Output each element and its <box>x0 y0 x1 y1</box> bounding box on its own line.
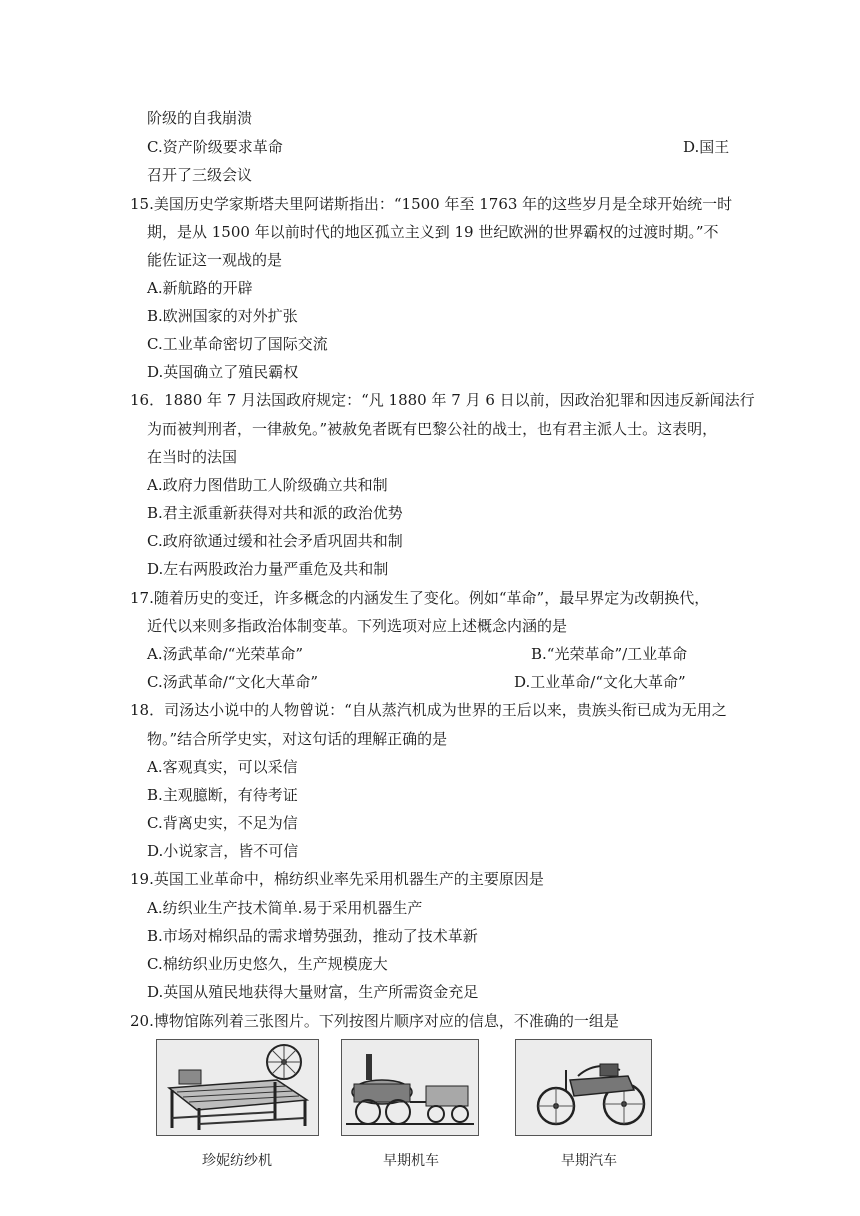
q16-option-a: A.政府力图借助工人阶级确立共和制 <box>147 476 388 494</box>
q18-stem-line-1: 18．司汤达小说中的人物曾说：“自从蒸汽机成为世界的王后以来，贵族头衔已成为无用之 <box>130 701 727 719</box>
early-locomotive-image <box>341 1039 479 1136</box>
q18-option-d: D.小说家言，皆不可信 <box>147 842 299 860</box>
q16-option-d: D.左右两股政治力量严重危及共和制 <box>147 560 389 578</box>
q19-option-b: B.市场对棉织品的需求增势强劲，推动了技术革新 <box>147 927 478 945</box>
caption-spinning-jenny: 珍妮纺纱机 <box>202 1153 272 1169</box>
q17-option-d: D.工业革命/“文化大革命” <box>514 673 686 691</box>
q15-option-d: D.英国确立了殖民霸权 <box>147 363 299 381</box>
q16-stem-line-3: 在当时的法国 <box>147 448 238 466</box>
q15-stem-line-1: 15.美国历史学家斯塔夫里阿诺斯指出：“1500 年至 1763 年的这些岁月是全球开始统一时 <box>130 195 733 213</box>
q19-stem-line-1: 19.英国工业革命中，棉纺织业率先采用机器生产的主要原因是 <box>130 870 544 888</box>
q19-option-a: A.纺织业生产技术简单.易于采用机器生产 <box>147 899 423 917</box>
q17-stem-line-2: 近代以来则多指政治体制变革。下列选项对应上述概念内涵的是 <box>147 617 568 635</box>
q17-option-b: B.“光荣革命”/工业革命 <box>531 645 688 663</box>
q18-option-a: A.客观真实，可以采信 <box>147 758 298 776</box>
prev-question-line-3: 召开了三级会议 <box>147 166 253 184</box>
q16-stem-line-2: 为而被判刑者，一律赦免。”被赦免者既有巴黎公社的战士，也有君主派人士。这表明， <box>147 420 718 438</box>
q16-option-b: B.君主派重新获得对共和派的政治优势 <box>147 504 403 522</box>
q15-stem-line-3: 能佐证这一观战的是 <box>147 251 283 269</box>
q18-option-c: C.背离史实，不足为信 <box>147 814 298 832</box>
q18-option-b: B.主观臆断，有待考证 <box>147 786 298 804</box>
q16-option-c: C.政府欲通过缓和社会矛盾巩固共和制 <box>147 532 403 550</box>
q15-option-a: A.新航路的开辟 <box>147 279 253 297</box>
spinning-jenny-image <box>156 1039 319 1136</box>
q19-option-c: C.棉纺织业历史悠久，生产规模庞大 <box>147 955 388 973</box>
caption-early-locomotive: 早期机车 <box>383 1153 439 1169</box>
q18-stem-line-2: 物。”结合所学史实，对这句话的理解正确的是 <box>147 730 448 748</box>
q17-stem-line-1: 17.随着历史的变迁，许多概念的内涵发生了变化。例如“革命”，最早界定为改朝换代， <box>130 589 710 607</box>
q16-stem-line-1: 16．1880 年 7 月法国政府规定：“凡 1880 年 7 月 6 日以前，因政治犯罪和因违反新闻法行 <box>130 391 755 409</box>
q19-option-d: D.英国从殖民地获得大量财富，生产所需资金充足 <box>147 983 479 1001</box>
q15-option-b: B.欧洲国家的对外扩张 <box>147 307 298 325</box>
q17-option-a: A.汤武革命/“光荣革命” <box>147 645 303 663</box>
q17-option-c: C.汤武革命/“文化大革命” <box>147 673 319 691</box>
q20-stem-line-1: 20.博物馆陈列着三张图片。下列按图片顺序对应的信息，不准确的一组是 <box>130 1012 619 1030</box>
q15-option-c: C.工业革命密切了国际交流 <box>147 335 328 353</box>
q15-stem-line-2: 期，是从 1500 年以前时代的地区孤立主义到 19 世纪欧洲的世界霸权的过渡时期。”不 <box>147 223 719 241</box>
early-automobile-image <box>515 1039 652 1136</box>
prev-question-line-1: 阶级的自我崩溃 <box>147 109 253 127</box>
prev-option-c: C.资产阶级要求革命 <box>147 138 283 156</box>
prev-option-d: D.国王 <box>683 138 730 156</box>
caption-early-automobile: 早期汽车 <box>561 1153 617 1169</box>
